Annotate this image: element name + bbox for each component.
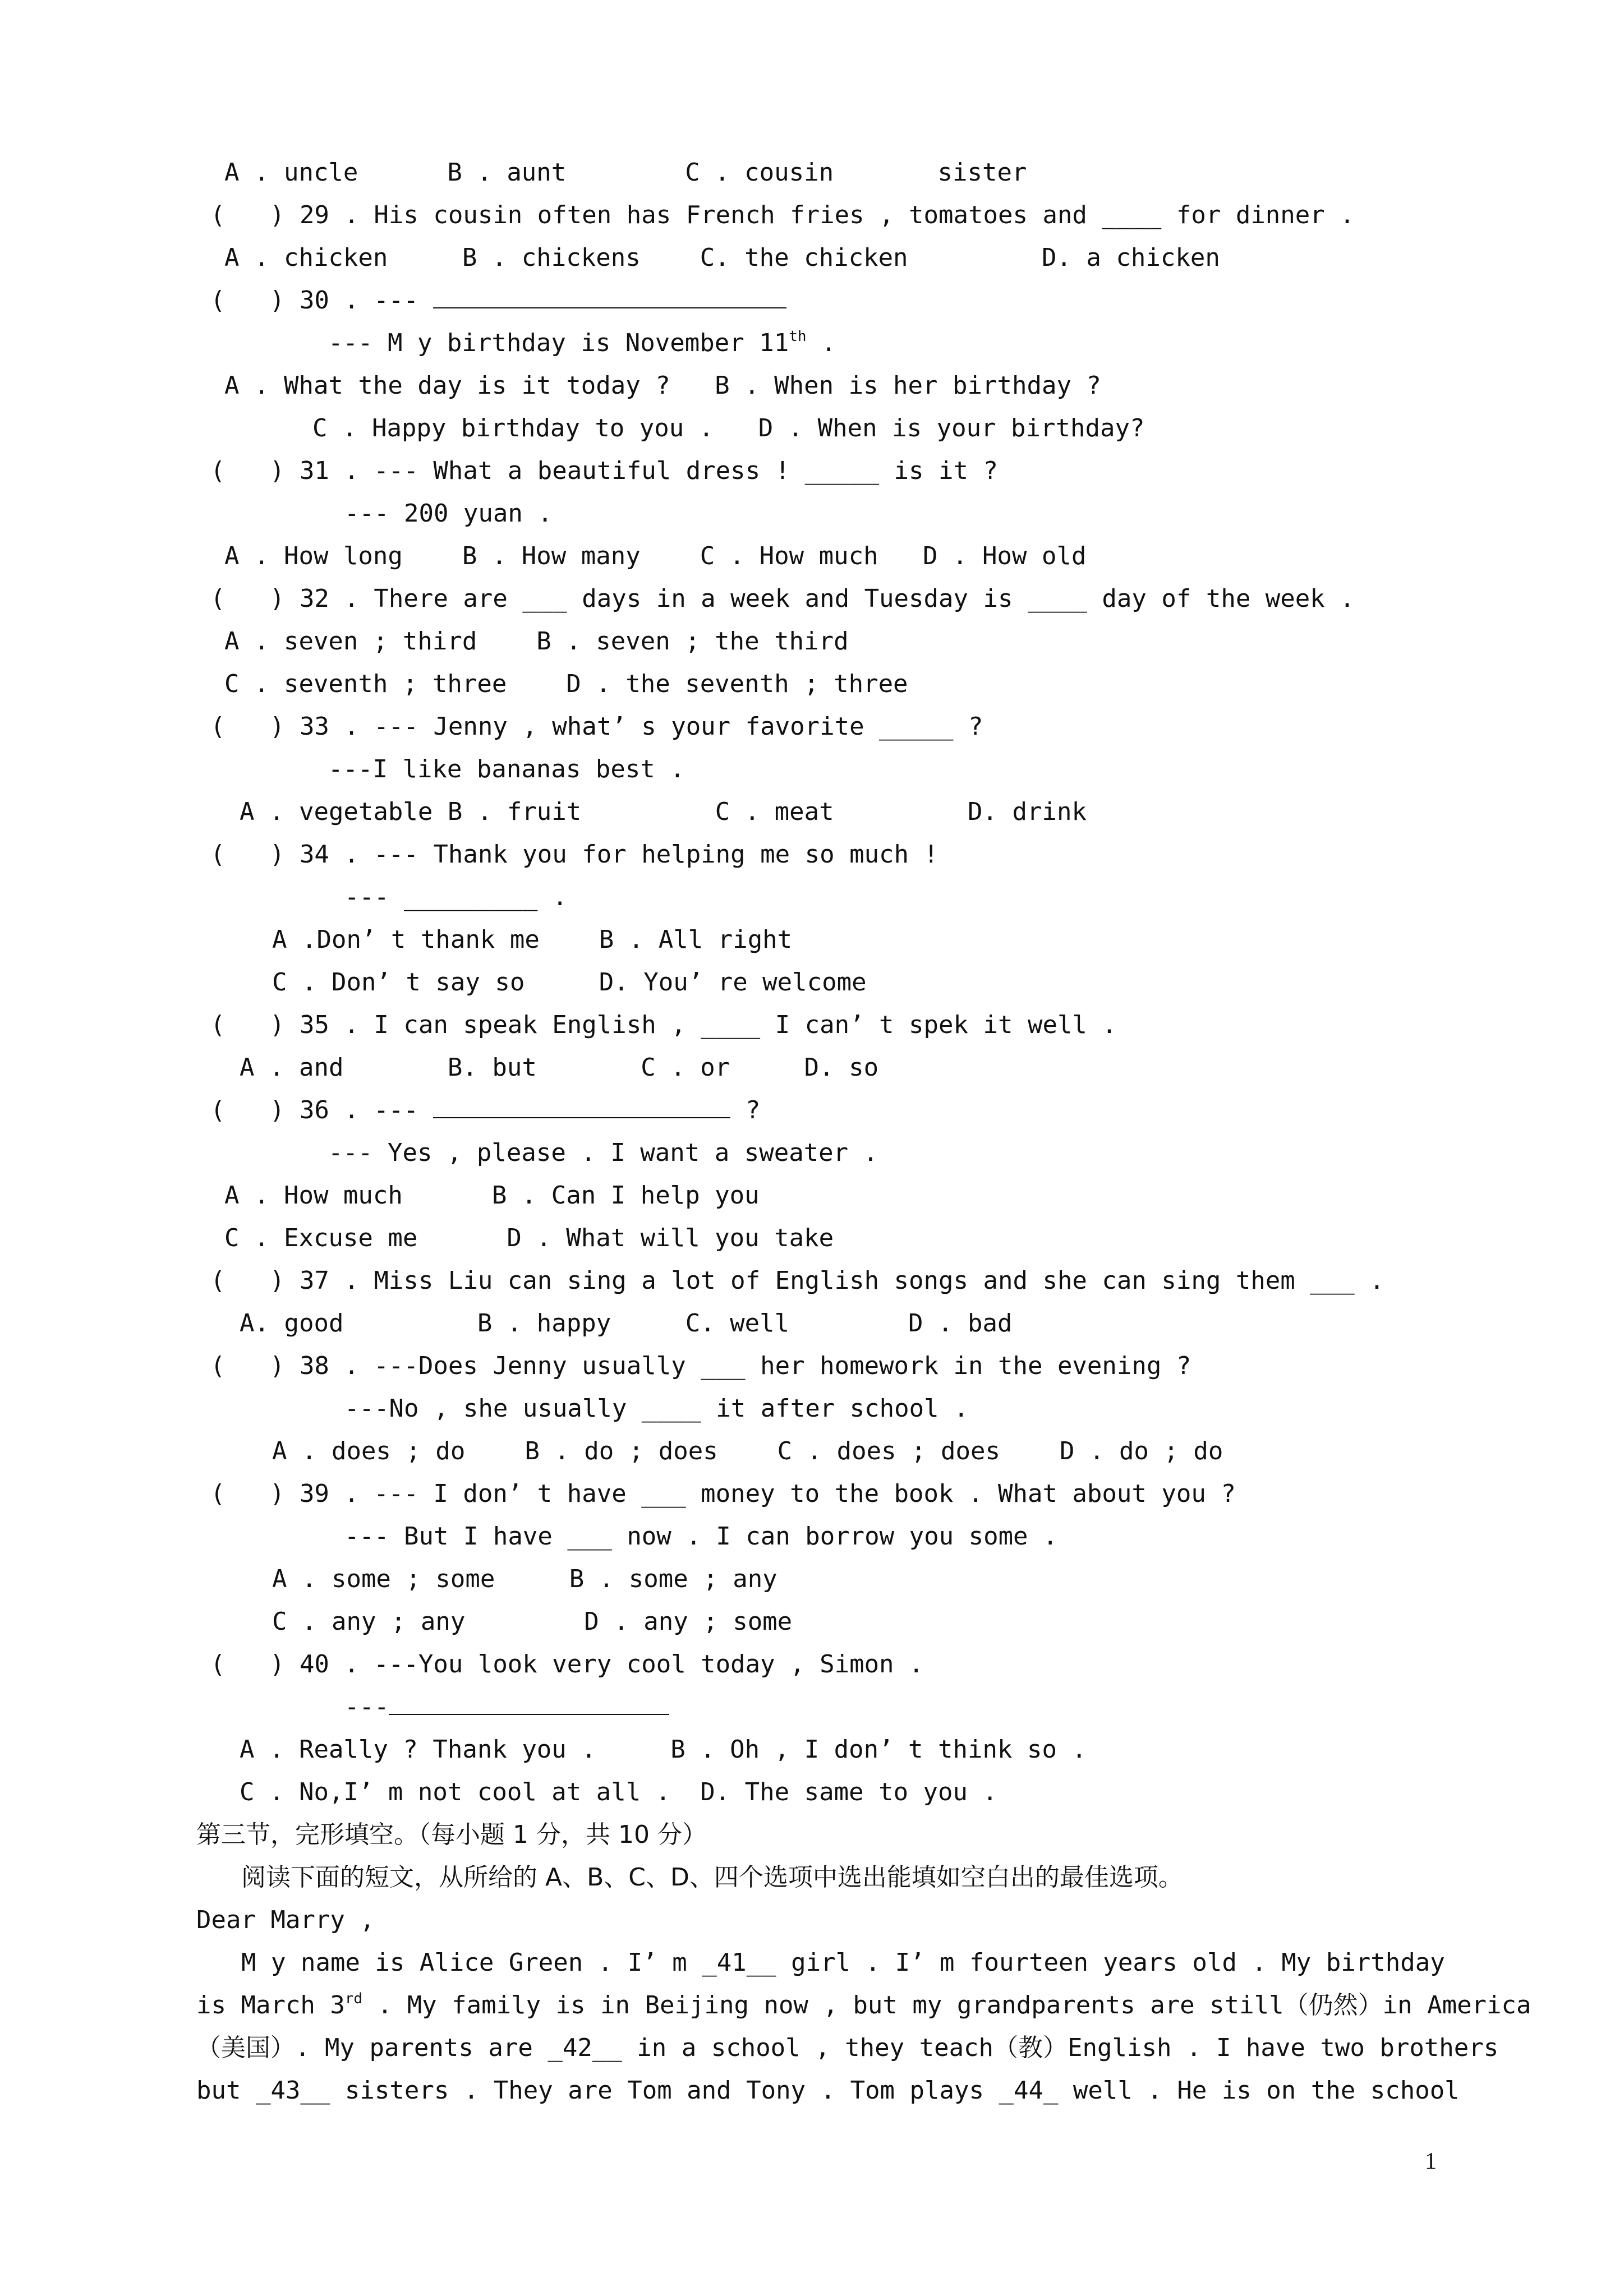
line-1 [224,156,1027,190]
option-row: A . How long B . How many C . How much D . How old [224,542,1087,570]
line-10 [224,540,1086,573]
instructions: 阅读下面的短文，从所给的 A、B、C、D、四个选项中选出能填如空白出的最佳选项。 [241,1863,1183,1892]
line-32 [210,1477,1236,1511]
line-36 [210,1648,924,1681]
section-heading: 第三节，完形填空。（每小题 1 分，共 10 分） [196,1820,707,1849]
option-row: A. good B . happy C. well D . bad [240,1309,1013,1338]
option-row: A .Don’ t thank me B . All right [272,925,793,954]
line-26 [224,1221,834,1255]
line-46 [196,2074,1460,2108]
line-39 [240,1776,997,1809]
line-9 [344,497,553,531]
line-37 [344,1690,669,1724]
option-row: A . and B. but C . or D. so [240,1053,879,1082]
dialogue-reply: ---No , she usually ____ it after school . [344,1394,969,1423]
option-row: C . Happy birthday to you . D . When is your birthday? [312,414,1145,442]
line-35 [272,1605,792,1639]
question-29: ( ) 29 . His cousin often has French fries , tomatoes and ____ for dinner . [210,201,1355,229]
line-6 [224,369,1101,403]
dialogue-reply: --- M y birthday is November 11 [328,329,789,357]
question-40: ( ) 40 . ---You look very cool today , Simon . [210,1650,924,1679]
question-35: ( ) 35 . I can speak English , ____ I can’ t spek it well . [210,1011,1117,1039]
answer-blank [433,1096,730,1118]
option-row: C . any ; any D . any ; some [272,1607,793,1636]
answer-blank [389,1693,669,1715]
question-31: ( ) 31 . --- What a beautiful dress ! _____ is it ? [210,457,998,485]
line-33 [344,1520,1058,1553]
line-28 [240,1307,1013,1340]
option-row: A . does ; do B . do ; does C . does ; does D . do ; do [272,1437,1223,1465]
question-39: ( ) 39 . --- I don’ t have ___ money to the book . What about you ? [210,1479,1236,1508]
line-2 [210,199,1355,232]
question-36-end: ? [730,1096,761,1124]
option-row: A . vegetable B . fruit C . meat D. drink [240,797,1087,826]
option-row: C . No,I’ m not cool at all . D. The same to you . [240,1778,998,1806]
option-row: C . Don’ t say so D. You’ re welcome [272,968,867,997]
line-3 [224,241,1220,275]
passage-text: M y name is Alice Green . I’ m _41__ girl . I’ m fourteen years old . My birthday [241,1948,1445,1977]
dialogue-reply: --- _________ . [344,883,568,911]
line-43 [241,1946,1445,1980]
question-37: ( ) 37 . Miss Liu can sing a lot of English songs and she can sing them ___ . [210,1266,1384,1295]
option-row: A . some ; some B . some ; any [272,1565,778,1593]
line-25 [224,1179,760,1212]
passage-text: but _43__ sisters . They are Tom and Tony . Tom plays _44_ well . He is on the school [196,2076,1460,2105]
line-19 [272,923,792,957]
line-20 [272,966,867,999]
dialogue-reply-end: . [806,329,836,357]
question-30: ( ) 30 . --- [210,286,434,315]
line-31 [272,1435,1223,1468]
line-24 [328,1136,878,1170]
question-33: ( ) 33 . --- Jenny , what’ s your favorite _____ ? [210,712,983,741]
option-row: C . seventh ; three D . the seventh ; three [224,670,908,698]
line-45 [196,2031,1498,2065]
question-32: ( ) 32 . There are ___ days in a week and Tuesday is ____ day of the week . [210,584,1355,613]
line-40 [196,1818,707,1852]
ordinal-suffix: th [789,328,807,345]
question-34: ( ) 34 . --- Thank you for helping me so much ! [210,840,939,869]
line-29 [210,1349,1191,1383]
dialogue-reply: --- Yes , please . I want a sweater . [328,1138,878,1167]
question-36: ( ) 36 . --- [210,1096,434,1124]
dialogue-reply: --- But I have ___ now . I can borrow you some . [344,1522,1058,1551]
line-11 [210,582,1355,616]
line-13 [224,667,908,701]
dialogue-reply: ---I like bananas best . [328,755,685,783]
option-row: A . What the day is it today ? B . When is her birthday ? [224,371,1101,400]
line-23 [210,1094,760,1127]
passage-text: （美国）. My parents are _42__ in a school , they teach（教）English . I have two brothers [196,2034,1499,2062]
line-17 [210,838,938,872]
line-8 [210,454,998,488]
passage-text: . My family is in Beijing now , but my grandparents are still（仍然）in America [362,1991,1531,2020]
line-30 [344,1392,969,1426]
dialogue-reply: --- 200 yuan . [344,499,553,528]
line-15 [328,753,685,786]
letter-salutation: Dear Marry , [196,1906,375,1934]
line-41 [241,1861,1183,1894]
line-7 [312,412,1144,445]
line-22 [240,1051,878,1085]
question-38: ( ) 38 . ---Does Jenny usually ___ her homework in the evening ? [210,1352,1191,1380]
passage-text: is March 3 [196,1991,345,2020]
line-12 [224,625,849,658]
line-21 [210,1008,1117,1042]
line-27 [210,1264,1384,1298]
line-16 [240,795,1087,829]
line-44 [196,1989,1531,2022]
line-14 [210,710,983,744]
option-row: A . uncle B . aunt C . cousin sister [224,158,1027,187]
line-42 [196,1903,375,1937]
line-34 [272,1562,778,1596]
option-row: C . Excuse me D . What will you take [224,1224,834,1252]
line-5 [328,326,836,360]
answer-blank [433,286,786,308]
option-row: A . Really ? Thank you . B . Oh , I don’ t think so . [240,1735,1087,1764]
dialogue-reply: --- [344,1693,389,1721]
option-row: A . How much B . Can I help you [224,1181,760,1210]
line-4 [210,284,786,317]
line-18 [344,880,567,914]
option-row: A . chicken B . chickens C. the chicken D. a chicken [224,243,1220,272]
ordinal-suffix: rd [344,1990,363,2007]
option-row: A . seven ; third B . seven ; the third [224,627,849,656]
page-number: 1 [1425,2149,1437,2174]
line-38 [240,1733,1087,1767]
